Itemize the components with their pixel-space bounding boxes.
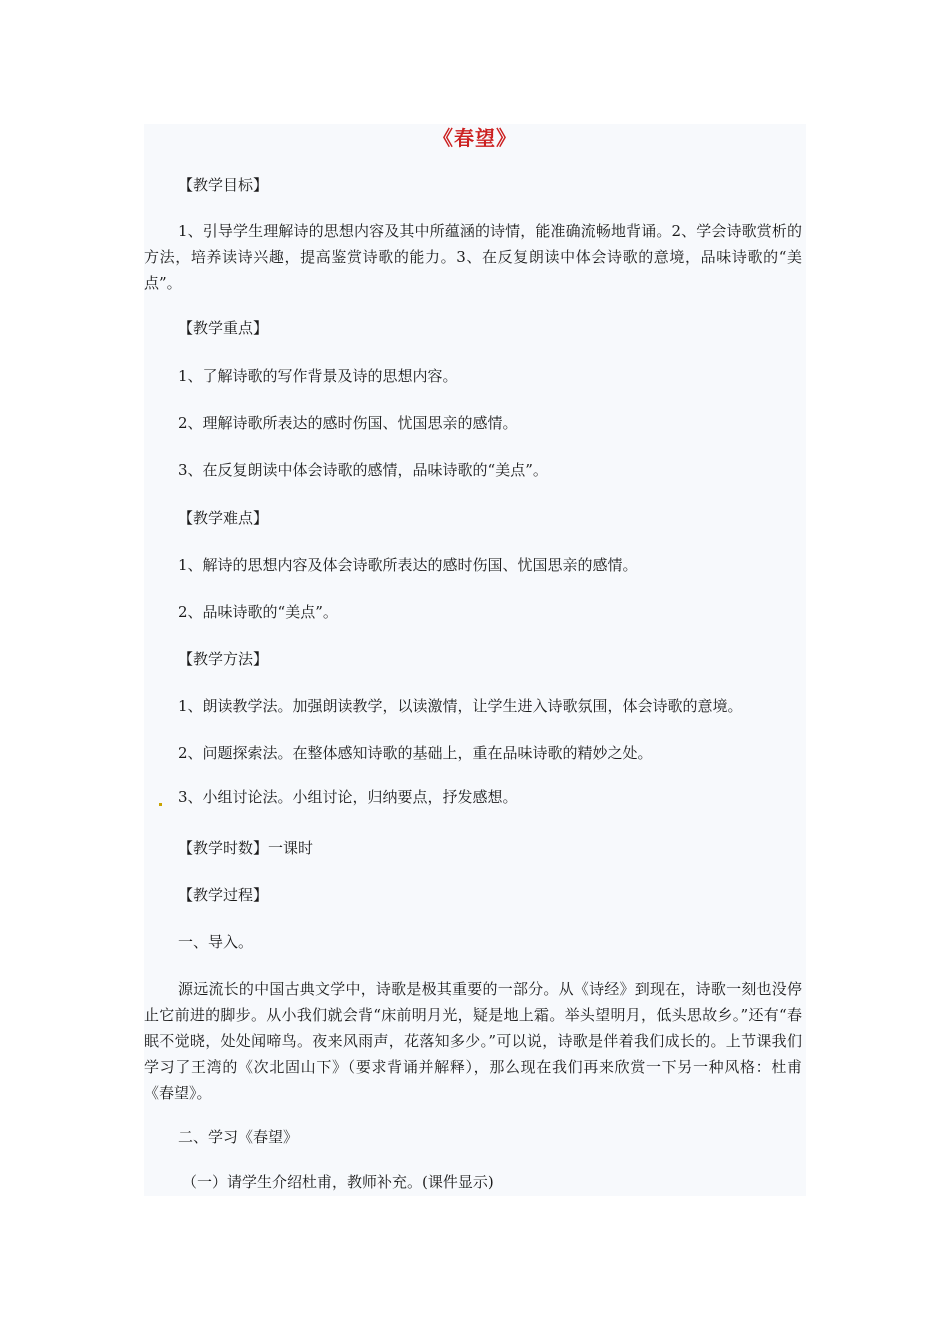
document-title: 《春望》 <box>433 126 517 150</box>
key-point-item: 2、理解诗歌所表达的感时伤国、忧国思亲的感情。 <box>178 414 518 432</box>
class-hours-line: 【教学时数】一课时 <box>178 839 314 857</box>
difficulty-item: 1、解诗的思想内容及体会诗歌所表达的感时伤国、忧国思亲的感情。 <box>178 556 638 574</box>
difficulty-heading: 【教学难点】 <box>178 509 269 527</box>
key-point-item: 1、了解诗歌的写作背景及诗的思想内容。 <box>178 367 458 385</box>
process-heading: 【教学过程】 <box>178 886 269 904</box>
goals-paragraph: 1、引导学生理解诗的思想内容及其中所蕴涵的诗情，能准确流畅地背诵。2、学会诗歌赏析的方法，培养读诗兴趣，提高鉴赏诗歌的能力。3、在反复朗读中体会诗歌的意境，品味诗歌的“美点”。 <box>144 222 802 292</box>
document-page <box>144 124 806 1196</box>
key-points-heading: 【教学重点】 <box>178 319 269 337</box>
method-item: 2、问题探索法。在整体感知诗歌的基础上，重在品味诗歌的精妙之处。 <box>178 744 653 762</box>
step-introduction: 一、导入。 <box>178 933 254 951</box>
method-item: 3、小组讨论法。小组讨论，归纳要点，抒发感想。 <box>178 788 518 806</box>
step-study: 二、学习《春望》 <box>178 1128 299 1146</box>
method-item: 1、朗读教学法。加强朗读教学，以读激情，让学生进入诗歌氛围，体会诗歌的意境。 <box>178 697 743 715</box>
key-point-item: 3、在反复朗读中体会诗歌的感情，品味诗歌的“美点”。 <box>178 461 548 479</box>
substep-author-intro: （一）请学生介绍杜甫，教师补充。(课件显示) <box>182 1173 494 1191</box>
difficulty-item: 2、品味诗歌的“美点”。 <box>178 603 338 621</box>
method-heading: 【教学方法】 <box>178 650 269 668</box>
goals-heading: 【教学目标】 <box>178 176 269 194</box>
introduction-paragraph: 源远流长的中国古典文学中，诗歌是极其重要的一部分。从《诗经》到现在，诗歌一刻也没停止它前进的脚步。从小我们就会背“床前明月光，疑是地上霜。举头望明月，低头思故乡。”还有“春眠不觉晓，处处闻啼鸟。夜来风雨声，花落知多少。”可以说，诗歌是伴着我们成长的。上节课我们学习了王湾的《次北固山下》（要求背诵并解释），那么现在我们再来欣赏一下另一种风格：杜甫《春望》。 <box>144 980 802 1102</box>
